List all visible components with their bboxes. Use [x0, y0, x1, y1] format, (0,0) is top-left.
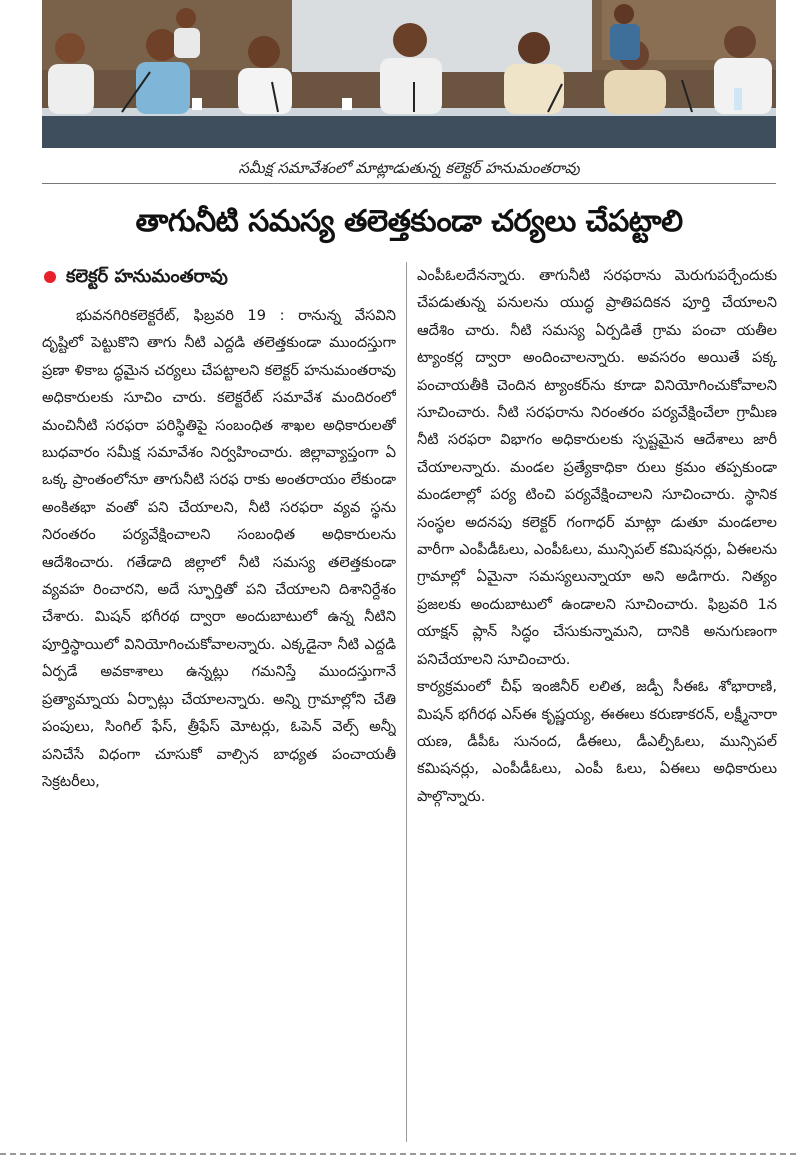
article-left-column — [42, 260, 396, 1140]
photo-caption: సమీక్ష సమావేశంలో మాట్లాడుతున్న కలెక్టర్ హనుమంతరావు — [42, 153, 776, 184]
article-headline: తాగునీటి సమస్య తలెత్తకుండా చర్యలు చేపట్టాలి — [135, 204, 683, 239]
right-column-paragraph-1: ఎంపీఓలదేనన్నారు. తాగునీటి సరఫరాను మెరుగుపర్చేందుకు చేపడుతున్న పనులను యుద్ధ ప్రాతిపదికన పూర్తి చేయాలని ఆదేశిం చారు. నీటి సమస్య ఏర్పడితే గ్రామ పంచా యతీల ట్యాంకర్ల ద్వారా అందించాలన్నారు. అవసరం అయితే పక్క పంచాయతీకి చెందిన ట్యాంకర్‌ను కూడా వినియోగించుకోవాలని సూచించారు. నీటి సరఫరాను నిరంతరం పర్యవేక్షించేలా గ్రామీణ నీటి సరఫరా విభాగం అధికారులకు స్పష్టమైన ఆదేశాలు జారీ చేయాలన్నారు. మండల ప్రత్యేకాధికా రులు క్రమం తప్పకుండా మండలాల్లో పర్య టించి పర్యవేక్షించాలని సూచించారు. స్థానిక సంస్థల అదనపు కలెక్టర్ గంగాధర్ మాట్లా డుతూ మండలాల వారీగా ఎంపీడీఓలు, ఎంపీఓలు, మున్సిపల్ కమిషనర్లు, ఏఈలను గ్రామాల్లో ఏమైనా సమస్యలున్నాయా అని అడిగారు. నిత్యం ప్రజలకు అందుబాటులో ఉండాలని సూచించారు. ఫిబ్రవరి 1న యాక్షన్ ప్లాన్ సిద్ధం చేసుకున్నామని, దానికి అనుగుణంగా పనిచేయాలని సూచించారు. — [417, 267, 777, 668]
bottom-dashed-rule — [0, 1153, 800, 1155]
column-divider — [406, 262, 407, 1142]
article-right-column — [417, 262, 777, 1142]
right-column-paragraph-2: కార్యక్రమంలో చీఫ్ ఇంజినీర్ లలిత, జడ్పీ సీఈఓ శోభారాణి, మిషన్ భగీరథ ఎస్ఈ కృష్ణయ్య, ఈఈలు కరుణాకరన్, లక్ష్మీనారా యణ, డీపీఓ సునంద, డీఈలు, డీఎల్పీఓలు, మున్సిపల్ కమిషనర్లు, ఎంపీడీఓలు, ఎంపీ ఓలు, ఏఈలు అధికారులు పాల్గొన్నారు. — [417, 678, 777, 805]
red-bullet-icon — [44, 271, 56, 283]
meeting-photo-illustration — [42, 0, 776, 148]
meeting-photo — [42, 0, 776, 148]
left-column-paragraph: భువనగిరికలెక్టరేట్, ఫిబ్రవరి 19 : రానున్న వేసవిని దృష్టిలో పెట్టుకొని తాగు నీటి ఎద్దడి తలెత్తకుండా ముందస్తుగా ప్రణా ళికాబ ద్ధమైన చర్యలు చేపట్టాలని కలెక్టర్ హనుమంతరావు అధికారులకు సూచిం చారు. కలెక్టరేట్ సమావేశ మందిరంలో మంచినీటి సరఫరా పరిస్థితిపై సంబంధిత శాఖల అధికారులతో బుధవారం సమీక్ష సమావేశం నిర్వహించారు. జిల్లావ్యాప్తంగా ఏ ఒక్క ప్రాంతంలోనూ తాగునీటి సరఫ రాకు అంతరాయం లేకుండా అంకితభా వంతో పని చేయాలని, నీటి సరఫరా వ్యవ స్థను నిరంతరం పర్యవేక్షించాలని సంబంధిత అధికారులను ఆదేశించారు. గతేడాది జిల్లాలో నీటి సమస్య తలెత్తకుండా వ్యవహ రించారని, అదే స్ఫూర్తితో పని చేయాలని దిశానిర్దేశం చేశారు. మిషన్ భగీరథ ద్వారా అందుబాటులో ఉన్న నీటిని పూర్తిస్థాయిలో వినియోగించుకోవాలన్నారు. ఎక్కడైనా నీటి ఎద్దడి ఏర్పడే అవకాశాలు ఉన్నట్లు గమనిస్తే ముందస్తుగానే ప్రత్యామ్నాయ ఏర్పాట్లు చేయాలన్నారు. అన్ని గ్రామాల్లోని చేతి పంపులు, సింగిల్ ఫేస్, త్రీఫేస్ మోటర్లు, ఓపెన్ వెల్స్ అన్నీ పనిచేసే విధంగా చూసుకో వాల్సిన బాధ్యత పంచాయతీ సెక్రటరీలు, — [42, 307, 396, 790]
article-subhead — [42, 260, 396, 294]
subhead-text: కలెక్టర్ హనుమంతరావు — [66, 266, 228, 288]
